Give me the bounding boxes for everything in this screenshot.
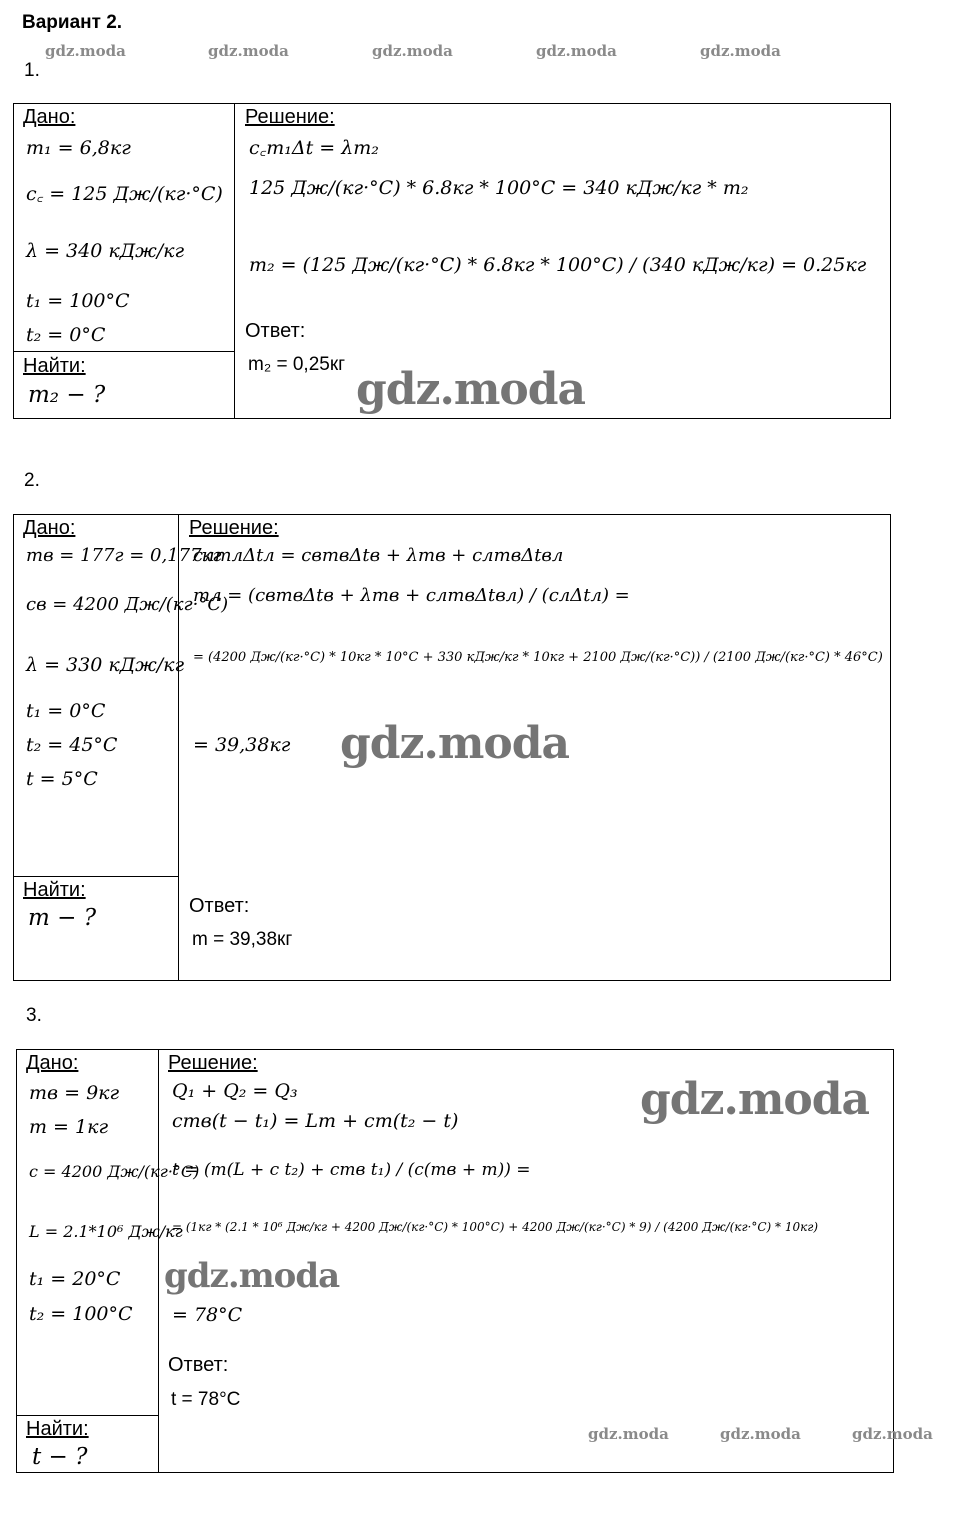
column-divider: [178, 514, 179, 981]
column-divider: [234, 103, 235, 419]
row-divider: [13, 351, 235, 352]
find-header: Найти:: [23, 355, 86, 377]
problem-number: 2.: [24, 470, 40, 491]
answer-value: t = 78°C: [171, 1389, 241, 1410]
watermark: gdz.moda: [372, 42, 453, 60]
solution-header: Решение:: [189, 517, 279, 539]
solution-line: Q₁ + Q₂ = Q₃: [172, 1080, 298, 1102]
given-item: mв = 9кг: [29, 1082, 120, 1104]
solution-header: Решение:: [168, 1052, 258, 1074]
solution-line: m₂ = (125 Дж/(кг·°C) * 6.8кг * 100°C) / (340 кДж/кг) = 0.25кг: [249, 254, 867, 276]
solution-line: cmв(t − t₁) = Lm + cm(t₂ − t): [172, 1110, 459, 1132]
page-title: Вариант 2.: [22, 12, 123, 33]
watermark: gdz.moda: [700, 42, 781, 60]
given-item: t₁ = 20°C: [29, 1268, 121, 1290]
find-header: Найти:: [23, 879, 86, 901]
given-item: t₂ = 0°C: [26, 324, 106, 346]
find-item: m₂ − ?: [28, 382, 106, 408]
given-item: L = 2.1*10⁶ Дж/кг: [29, 1222, 183, 1241]
given-item: λ = 330 кДж/кг: [26, 654, 185, 676]
watermark: gdz.moda: [45, 42, 126, 60]
given-item: t₂ = 100°C: [29, 1303, 133, 1325]
solution-line: t = (m(L + c t₂) + cmв t₁) / (c(mв + m)) =: [172, 1160, 531, 1180]
row-divider: [13, 876, 179, 877]
answer-header: Ответ:: [168, 1354, 229, 1376]
watermark: gdz.moda: [720, 1425, 801, 1443]
find-item: m − ?: [28, 905, 97, 931]
answer-header: Ответ:: [189, 895, 250, 917]
solution-line: 125 Дж/(кг·°C) * 6.8кг * 100°C = 340 кДж/кг * m₂: [249, 177, 749, 199]
solution-line: mл = (cвmвΔtв + λmв + cлmвΔtвл) / (cлΔtл) =: [193, 585, 630, 606]
given-header: Дано:: [26, 1052, 79, 1074]
given-item: t = 5°C: [26, 768, 98, 790]
solution-line: = 39,38кг: [193, 734, 291, 756]
given-item: c = 4200 Дж/(кг·°C): [29, 1162, 200, 1181]
problem-number: 3.: [26, 1005, 42, 1026]
given-item: t₁ = 0°C: [26, 700, 106, 722]
solution-header: Решение:: [245, 106, 335, 128]
given-item: λ = 340 кДж/кг: [26, 240, 185, 262]
watermark: gdz.moda: [536, 42, 617, 60]
given-item: t₁ = 100°C: [26, 290, 130, 312]
watermark-large: gdz.moda: [340, 718, 570, 769]
watermark-large: gdz.moda: [356, 364, 586, 415]
given-item: m = 1кг: [29, 1116, 109, 1138]
watermark: gdz.moda: [852, 1425, 933, 1443]
solution-line: c꜀m₁Δt = λm₂: [249, 137, 379, 159]
column-divider: [158, 1049, 159, 1473]
given-header: Дано:: [23, 106, 76, 128]
given-item: cв = 4200 Дж/(кг·°C): [26, 594, 229, 615]
find-item: t − ?: [32, 1444, 88, 1470]
answer-header: Ответ:: [245, 320, 306, 342]
given-item: c꜀ = 125 Дж/(кг·°C): [26, 183, 223, 205]
find-header: Найти:: [26, 1418, 89, 1440]
answer-value: m₂ = 0,25кг: [248, 354, 346, 375]
watermark: gdz.moda: [588, 1425, 669, 1443]
problem-number: 1.: [24, 60, 40, 81]
given-item: m₁ = 6,8кг: [26, 137, 131, 159]
watermark: gdz.moda: [208, 42, 289, 60]
given-item: mв = 177г = 0,177кг: [26, 545, 222, 566]
solution-line: cлmлΔtл = cвmвΔtв + λmв + cлmвΔtвл: [193, 545, 564, 566]
answer-value: m = 39,38кг: [192, 929, 293, 950]
watermark-large: gdz.moda: [164, 1256, 340, 1296]
row-divider: [16, 1415, 159, 1416]
solution-line: = (4200 Дж/(кг·°C) * 10кг * 10°C + 330 кДж/кг * 10кг + 2100 Дж/(кг·°C)) / (2100 Дж/(кг·°C) * 46°C): [193, 650, 883, 665]
given-item: t₂ = 45°C: [26, 734, 118, 756]
given-header: Дано:: [23, 517, 76, 539]
solution-line: = (1кг * (2.1 * 10⁶ Дж/кг + 4200 Дж/(кг·°C) * 100°C) + 4200 Дж/(кг·°C) * 9) / (4200 Дж/(кг·°C) * 10кг): [172, 1220, 819, 1234]
solution-line: = 78°C: [172, 1304, 243, 1326]
watermark-large: gdz.moda: [640, 1074, 870, 1125]
